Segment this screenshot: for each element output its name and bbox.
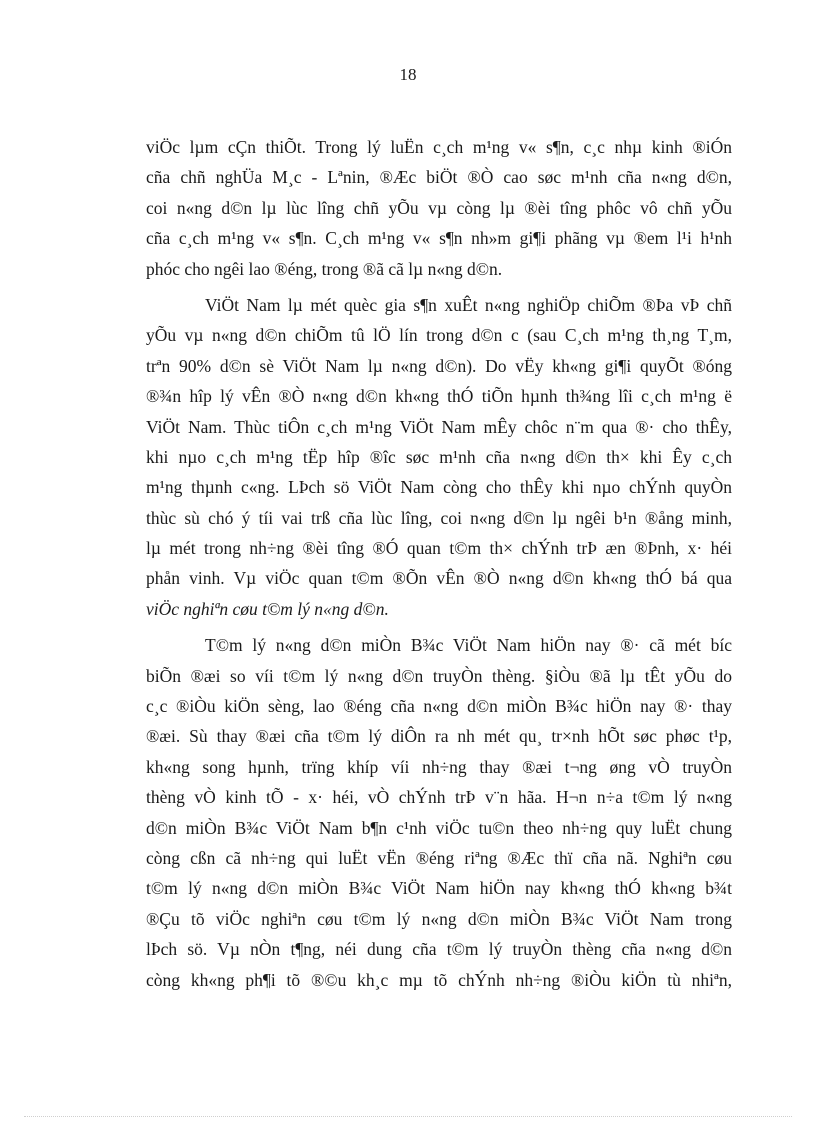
text-line: yÕu vµ n«ng d©n chiÕm tû lÖ lín trong d©n c (sau C¸ch m¹ng th¸ng T¸m, [146,325,732,346]
text-line: thèng vÒ kinh tÕ - x· héi, vÒ chÝnh trÞ v¨n hãa. H¬n n÷a t©m lý n«ng [146,787,732,808]
text-line: ®Çu tõ viÖc nghiªn cøu t©m lý n«ng d©n miÒn B¾c ViÖt Nam trong [146,908,732,929]
text-line: c¸c ®iÒu kiÖn sèng, lao ®éng cña n«ng d©n miÒn B¾c hiÖn nay ®· thay [146,696,732,717]
text-line: d©n miÒn B¾c ViÖt Nam b¶n c¹nh viÖc tu©n theo nh÷ng quy luËt chung [146,817,732,838]
text-line: coi n«ng d©n lµ lùc lîng chñ yÕu vµ còng lµ ®èi tîng phôc vô chñ yÕu [146,197,732,218]
page-bottom-divider [24,1116,792,1117]
text-line: m¹ng thµnh c«ng. LÞch sö ViÖt Nam còng cho thÊy khi nµo chÝnh quyÒn [146,477,732,498]
text-line: cña chñ nghÜa M¸c - Lªnin, ®Æc biÖt ®Ò cao søc m¹nh cña n«ng d©n, [146,167,732,188]
text-line: T©m lý n«ng d©n miÒn B¾c ViÖt Nam hiÖn nay ®· cã mét bíc [205,635,732,656]
text-line: viÖc nghiªn cøu t©m lý n«ng d©n. [146,598,389,619]
text-line: ®¾n hîp lý vÊn ®Ò n«ng d©n kh«ng thÓ tiÕn hµnh th¾ng lîi c¸ch m¹ng ë [146,386,732,407]
body-text [146,132,732,995]
text-line: khi nµo c¸ch m¹ng tËp hîp ®îc søc m¹nh cña n«ng d©n th× khi Êy c¸ch [146,446,732,467]
text-line: trªn 90% d©n sè ViÖt Nam lµ n«ng d©n). Do vËy kh«ng gi¶i quyÕt ®óng [146,355,732,376]
text-line: lµ mét trong nh÷ng ®èi tîng ®Ó quan t©m th× chÝnh trÞ æn ®Þnh, x· héi [146,538,732,559]
text-line: ViÖt Nam lµ mét quèc gia s¶n xuÊt n«ng nghiÖp chiÕm ®Þa vÞ chñ [205,294,732,315]
text-line: t©m lý n«ng d©n miÒn B¾c ViÖt Nam hiÖn nay kh«ng thÓ kh«ng b¾t [146,878,732,899]
text-line: phån vinh. Vµ viÖc quan t©m ®Õn vÊn ®Ò n«ng d©n kh«ng thÓ bá qua [146,568,732,589]
text-line: lÞch sö. Vµ nÒn t¶ng, néi dung cña t©m lý truyÒn thèng cña n«ng d©n [146,939,732,960]
paragraph-3 [146,630,732,995]
text-line: còng kh«ng ph¶i tõ ®©u kh¸c mµ tõ chÝnh nh÷ng ®iÒu kiÖn tù nhiªn, [146,969,732,990]
paragraph-2 [146,290,732,624]
text-line: biÕn ®æi so víi t©m lý n«ng d©n truyÒn thèng. §iÒu ®ã lµ tÊt yÕu do [146,665,732,686]
page-number: 18 [399,65,417,84]
text-line: còng cßn cã nh÷ng qui luËt vËn ®éng riªng ®Æc thï cña nã. Nghiªn cøu [146,847,732,868]
paragraph-1 [146,132,732,284]
text-line: ViÖt Nam. Thùc tiÔn c¸ch m¹ng ViÖt Nam mÊy chôc n¨m qua ®· cho thÊy, [146,416,732,437]
text-line: viÖc lµm cÇn thiÕt. Trong lý luËn c¸ch m¹ng v« s¶n, c¸c nhµ kinh ®iÓn [146,137,732,157]
text-line: thùc sù chó ý tíi vai trß cña lùc lîng, coi n«ng d©n lµ ngêi b¹n ®ång minh, [146,507,732,528]
text-line: ®æi. Sù thay ®æi cña t©m lý diÔn ra nh mét qu¸ tr×nh hÕt søc phøc t¹p, [146,726,732,747]
text-line: kh«ng song hµnh, trïng khíp víi nh÷ng thay ®æi t¬ng øng vÒ truyÒn [146,756,732,777]
text-line: cña c¸ch m¹ng v« s¶n. C¸ch m¹ng v« s¶n nh»m gi¶i phãng vµ ®em l¹i h¹nh [146,228,732,249]
text-line: phóc cho ngêi lao ®éng, trong ®ã cã lµ n«ng d©n. [146,258,503,279]
